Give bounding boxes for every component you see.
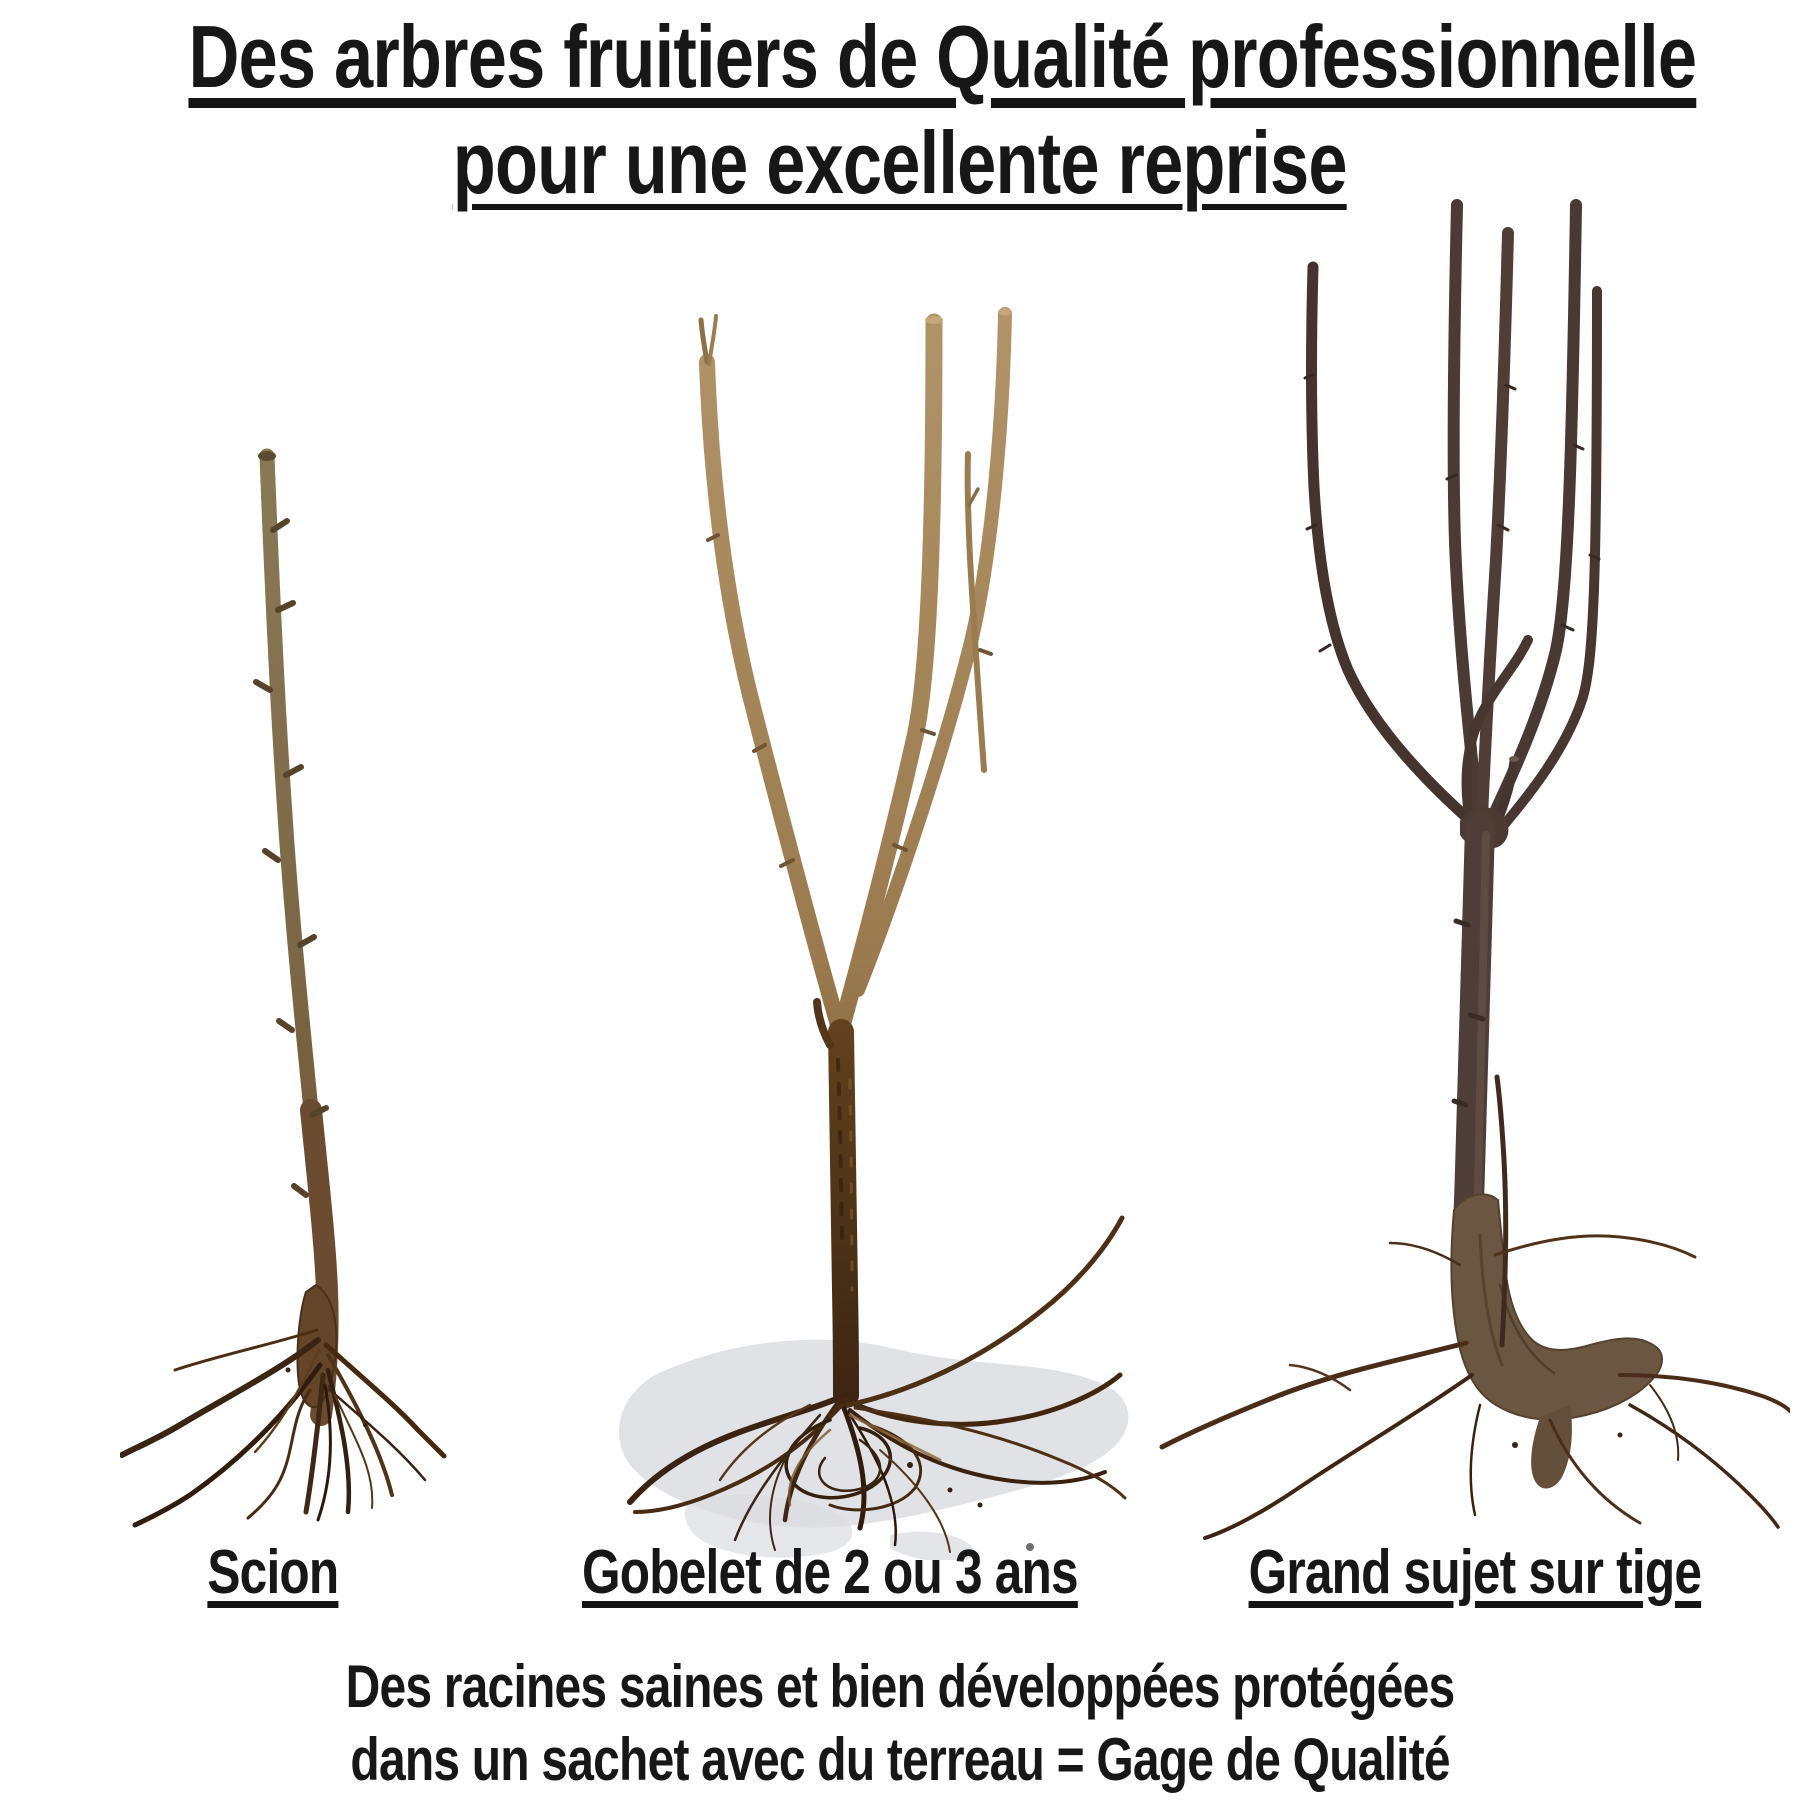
grand-sujet-tree-image — [1150, 195, 1790, 1540]
scion-tree-image — [120, 440, 480, 1540]
caption-scion-wrap — [70, 1538, 476, 1607]
caption-gobelet-wrap — [520, 1538, 1120, 1607]
grand-sujet-tree-photo — [1150, 195, 1790, 1540]
caption-scion: Scion — [207, 1538, 339, 1607]
caption-grand-sujet: Grand sujet sur tige — [1248, 1538, 1702, 1607]
title-line-2: pour une excellente reprise — [453, 113, 1347, 212]
scion-tree-photo — [120, 440, 480, 1540]
caption-gobelet: Gobelet de 2 ou 3 ans — [581, 1538, 1078, 1607]
title-line-1: Des arbres fruitiers de Qualité professionnelle — [188, 7, 1697, 106]
gobelet-tree-photo — [560, 300, 1140, 1560]
caption-grand-sujet-wrap — [1170, 1538, 1780, 1607]
page-title — [0, 4, 1800, 216]
footer-text — [0, 1650, 1800, 1796]
gobelet-tree-image — [560, 300, 1140, 1560]
footer-line-1: Des racines saines et bien développées protégées — [345, 1653, 1455, 1720]
footer-line-2: dans un sachet avec du terreau = Gage de Qualité — [350, 1726, 1450, 1793]
